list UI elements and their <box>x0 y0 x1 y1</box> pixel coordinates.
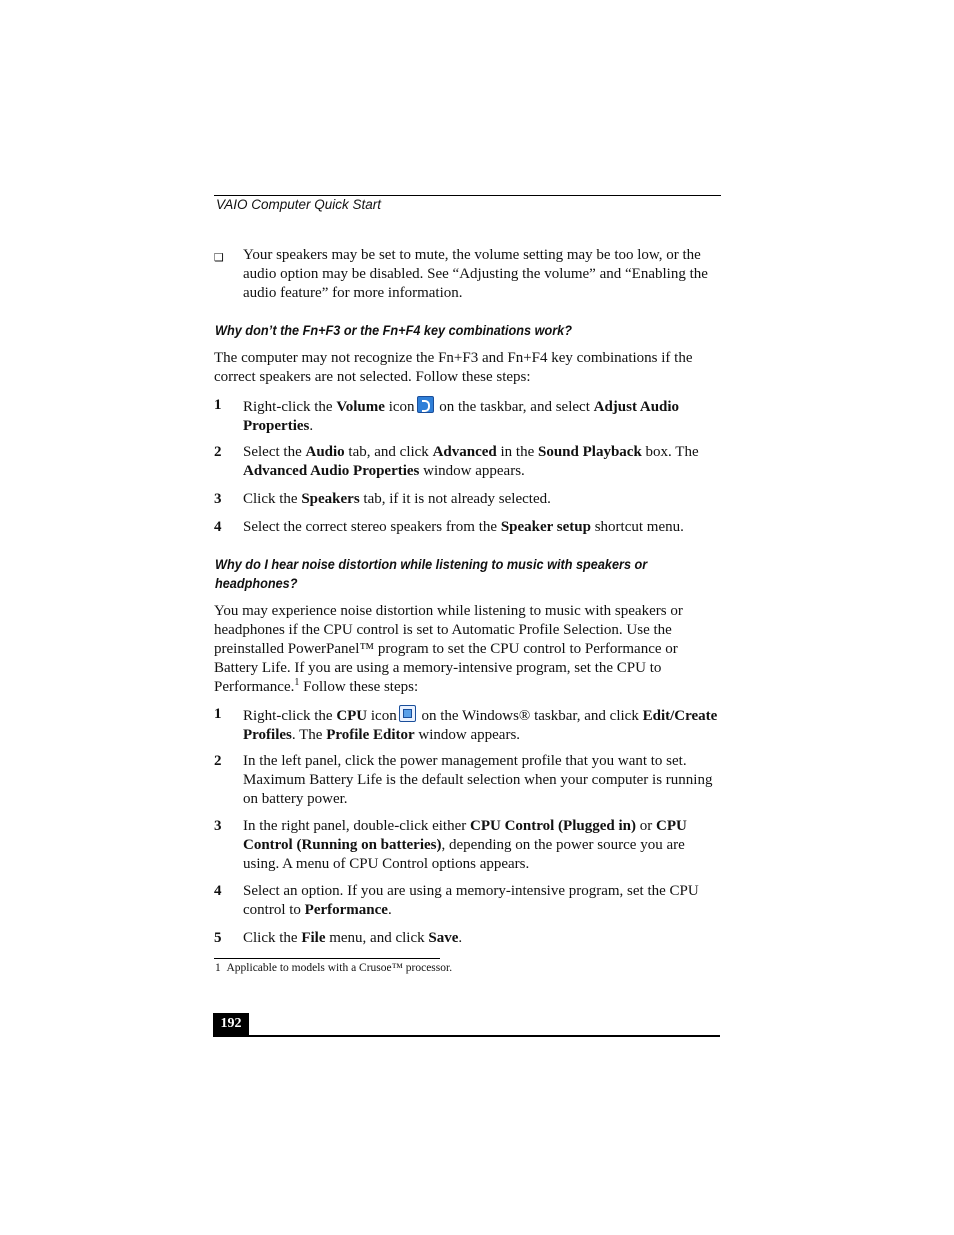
step-text: In the right panel, double-click either CPU Control (Plugged in) or CPU Control (Running on batteries), depending on the power source you are using. A menu of CPU Control options appears. <box>243 818 687 872</box>
running-head: VAIO Computer Quick Start <box>216 197 382 212</box>
volume-icon <box>417 396 434 413</box>
step-number: 3 <box>214 818 222 834</box>
section-intro: The computer may not recognize the Fn+F3 and Fn+F4 key combinations if the correct speakers are not selected. Follow these steps: <box>214 350 693 385</box>
step-text: Right-click the Volume icon on the taskbar, and select Adjust Audio Properties. <box>243 396 719 436</box>
step-text: Click the Speakers tab, if it is not already selected. <box>243 491 551 507</box>
step-number: 4 <box>214 883 222 899</box>
header-rule <box>214 195 721 196</box>
footnote-ref: 1 <box>294 677 300 688</box>
cpu-icon <box>399 705 416 722</box>
step-number: 5 <box>214 930 222 946</box>
step-number: 2 <box>214 444 222 460</box>
step-text: In the left panel, click the power management profile that you want to set. Maximum Battery Life is the default selection when your computer is running on battery power. <box>243 753 713 807</box>
step-text: Right-click the CPU icon on the Windows® taskbar, and click Edit/Create Profiles. The Profile Editor window appears. <box>243 705 719 745</box>
bullet-text: Your speakers may be set to mute, the volume setting may be too low, or the audio option may be disabled. See “Adjusting the volume” and “Enabling the audio feature” for more information. <box>243 247 708 301</box>
footnote-rule <box>214 958 440 959</box>
section-question: Why don’t the Fn+F3 or the Fn+F4 key combinations work? <box>215 323 572 338</box>
page-number: 192 <box>213 1013 249 1037</box>
footnote: 1 Applicable to models with a Crusoe™ processor. <box>215 962 453 974</box>
step-number: 2 <box>214 753 222 769</box>
step-text: Select the Audio tab, and click Advanced in the Sound Playback box. The Advanced Audio Properties window appears. <box>243 444 699 479</box>
step-text: Select the correct stereo speakers from the Speaker setup shortcut menu. <box>243 519 684 535</box>
step-number: 1 <box>214 397 222 413</box>
section-question: Why do I hear noise distortion while listening to music with speakers or headphones? <box>215 557 648 591</box>
step-text: Select an option. If you are using a memory-intensive program, set the CPU control to Performance. <box>243 883 699 918</box>
section-intro: You may experience noise distortion while listening to music with speakers or headphones if the CPU control is set to Automatic Profile Selection. Use the preinstalled PowerPanel™ program to set the CPU control to Performance or Battery Life. If you are using a memory-intensive program, set the CPU to Performance.$^1$ Follow these steps: <box>214 603 683 695</box>
step-number: 1 <box>214 706 222 722</box>
checkbox-bullet-icon: ❑ <box>214 251 224 264</box>
step-number: 3 <box>214 491 222 507</box>
step-text: Click the File menu, and click Save. <box>243 930 463 946</box>
footer-rule <box>213 1035 720 1037</box>
step-number: 4 <box>214 519 222 535</box>
